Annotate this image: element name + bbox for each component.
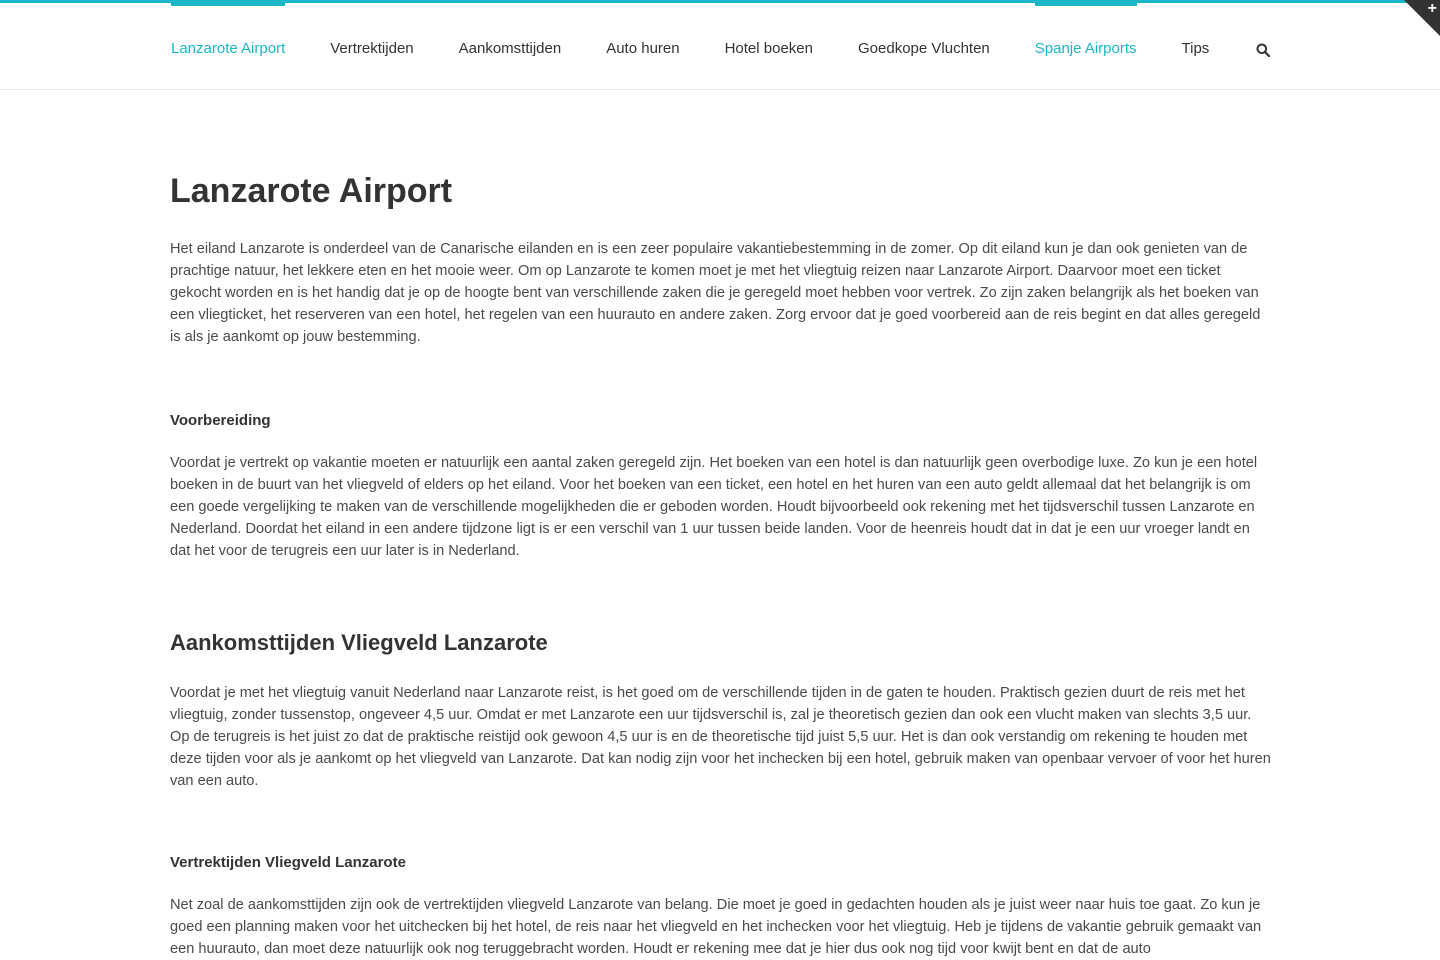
nav-label: Auto huren [606,39,680,57]
section-heading-voorbereiding: Voorbereiding [170,412,271,429]
article-content [170,90,1272,960]
section-heading-aankomsttijden: Aankomsttijden Vliegveld Lanzarote [170,630,548,655]
nav-label: Aankomsttijden [458,39,562,57]
page-title: Lanzarote Airport [170,172,453,210]
search-icon[interactable] [1256,43,1270,57]
nav-item-aankomsttijden[interactable] [459,3,562,89]
aankomsttijden-paragraph: Voordat je met het vliegtuig vanuit Nederland naar Lanzarote reist, is het goed om de verschillende tijden in de gaten te houden. Praktisch gezien duurt de reis met het vliegtuig, zonder tussenstop, ongeveer 4,5 uur. Omdat er met Lanzarote een uur tijdsverschil is, zal je theoretisch gezien dan ook een vlucht maken van slechts 3,5 uur. Op de terugreis is het juist zo dat de praktische reistijd ook gewoon 4,5 uur is en de theoretische tijd juist 5,5 uur. Het is dan ook verstandig om rekening te houden met deze tijden voor als je aankomt op het vliegveld van Lanzarote. Dat kan nodig zijn voor het inchecken bij een hotel, gebruik maken van openbaar vervoer of voor het huren van een auto. [170,685,1271,789]
nav-label: Spanje Airports [1034,39,1137,57]
nav-item-lanzarote-airport[interactable] [171,3,285,89]
nav-item-tips[interactable] [1182,3,1210,89]
nav-item-goedkope-vluchten[interactable] [858,3,990,89]
nav-label: Hotel boeken [724,39,813,57]
nav-label: Lanzarote Airport [171,39,286,57]
nav-label: Vertrektijden [330,39,414,57]
section-heading-vertrektijden: Vertrektijden Vliegveld Lanzarote [170,854,406,871]
nav-label: Goedkope Vluchten [858,39,990,57]
vertrektijden-paragraph: Net zoal de aankomsttijden zijn ook de vertrektijden vliegveld Lanzarote van belang. Die moet je goed in gedachten houden als je juist weer naar huis toe gaat. Zo kun je goed een planning maken voor het uitchecken bij het hotel, de reis naar het vliegveld en het inchecken voor het vliegtuig. Heb je tijdens de vakantie gebruik gemaakt van een huurauto, dan moet deze natuurlijk ook nog teruggebracht worden. Houdt er rekening mee dat je hier dus ook nog tijd voor kwijt bent en dat de auto [170,897,1262,957]
intro-paragraph: Het eiland Lanzarote is onderdeel van de Canarische eilanden en is een zeer populaire vakantiebestemming in de zomer. Op dit eiland kun je dan ook genieten van de prachtige natuur, het lekkere eten en het mooie weer. Om op Lanzarote te komen moet je met het vliegtuig reizen naar Lanzarote Airport. Daarvoor moet een ticket gekocht worden en is het handig dat je op de hoogte bent van verschillende zaken die je geregeld moet hebben voor vertrek. Zo zijn zaken belangrijk als het boeken van een vliegticket, het reserveren van een hotel, het regelen van een huurauto en andere zaken. Zorg ervoor dat je goed voorbereid aan de reis begint en dat alles geregeld is als je aankomt op jouw bestemming. [170,241,1261,345]
nav-item-spanje-airports[interactable] [1035,3,1137,89]
nav-label: Tips [1181,39,1210,57]
nav-item-hotel-boeken[interactable] [725,3,813,89]
voorbereiding-paragraph: Voordat je vertrekt op vakantie moeten er natuurlijk een aantal zaken geregeld zijn. Het boeken van een hotel is dan natuurlijk geen overbodige luxe. Zo kun je een hotel boeken in de buurt van het vliegveld of elders op het eiland. Voor het boeken van een ticket, een hotel en het huren van een auto geldt allemaal dat het belangrijk is om een goede vergelijking te maken van de verschillende mogelijkheden die er geboden worden. Houdt bijvoorbeeld ook rekening met het tijdsverschil tussen Lanzarote en Nederland. Doordat het eiland in een andere tijdzone ligt is er een verschil van 1 uur tussen beide landen. Voor de heenreis houdt dat in dat je een uur vroeger landt en dat het voor de terugreis een uur later is in Nederland. [170,455,1258,559]
nav-item-vertrektijden[interactable] [330,3,413,89]
site-header [0,3,1440,90]
plus-icon[interactable]: + [1427,0,1437,17]
nav-item-auto-huren[interactable] [606,3,679,89]
main-nav [171,3,1271,89]
